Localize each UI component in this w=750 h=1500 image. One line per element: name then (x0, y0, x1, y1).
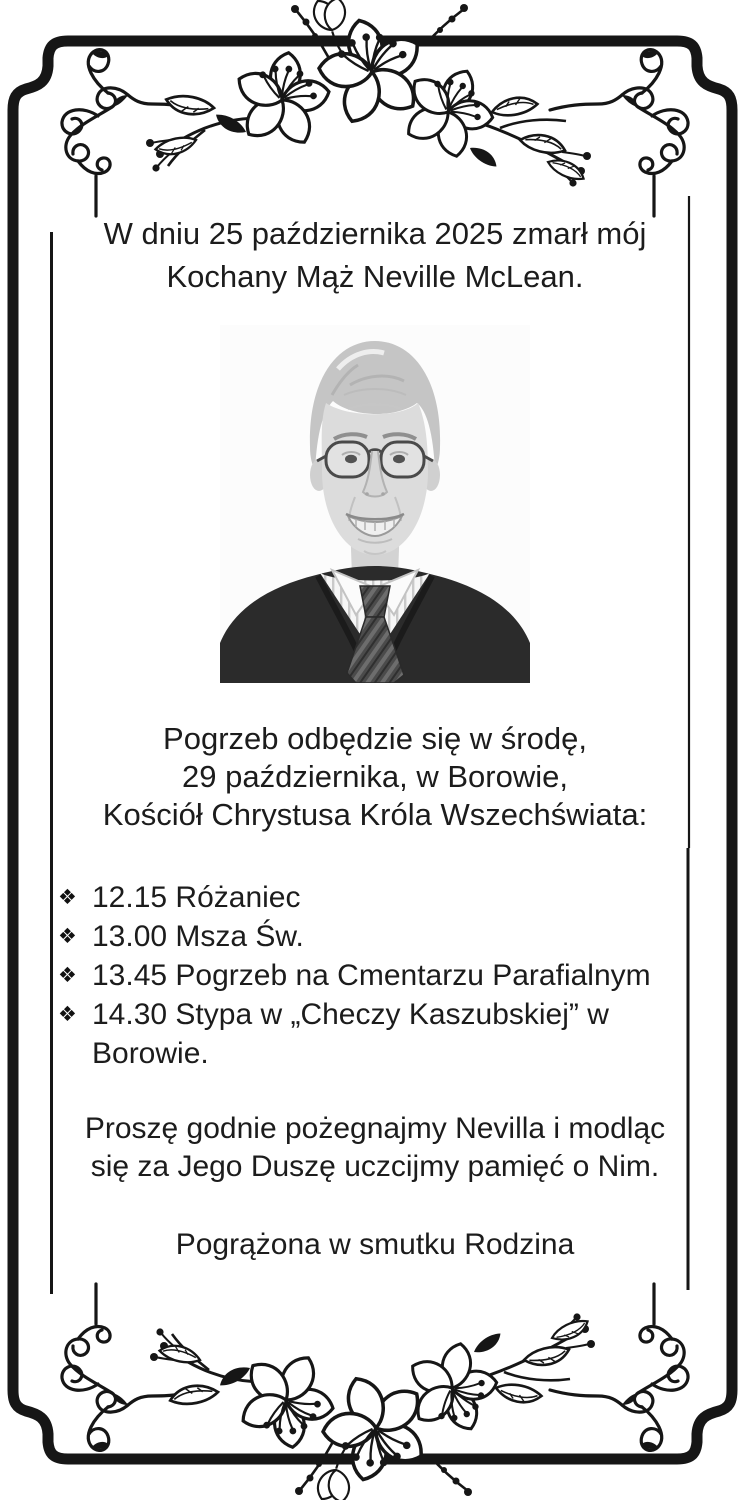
schedule-item (58, 878, 670, 917)
announcement-heading (0, 212, 750, 298)
farewell-paragraph (0, 1110, 750, 1186)
funeral-details (0, 720, 750, 834)
corner-flourish-top-left (62, 50, 200, 216)
diamond-bullet-icon: ❖ (58, 885, 77, 909)
funeral-line-3: Kościół Chrystusa Króla Wszechświata: (102, 797, 648, 832)
schedule-item (58, 995, 670, 1073)
schedule-item-text: 14.30 Stypa w „Checzy Kaszubskiej” w Borowie. (92, 998, 609, 1070)
funeral-line-2: 29 października, w Borowie, (182, 759, 568, 794)
family-signature: Pogrążona w smutku Rodzina (175, 1228, 575, 1261)
heading-line-2: Kochany Mąż Neville McLean. (166, 259, 584, 294)
schedule-item-text: 13.00 Msza Św. (92, 920, 304, 953)
tie (360, 586, 390, 617)
farewell-line-1: Proszę godnie pożegnajmy Nevilla i modląc (84, 1112, 666, 1145)
schedule-item (58, 917, 670, 956)
schedule-list (58, 878, 670, 1073)
heading-line-1: W dniu 25 października 2025 zmarł mój (103, 216, 647, 251)
top-floral-ornament (146, 0, 591, 187)
bottom-floral-ornament (150, 1313, 595, 1500)
corner-flourish-top-right (550, 50, 688, 216)
diamond-bullet-icon: ❖ (58, 1002, 77, 1026)
diamond-bullet-icon: ❖ (58, 924, 77, 948)
schedule-item (58, 956, 670, 995)
schedule-item-text: 12.15 Różaniec (92, 881, 301, 914)
corner-flourish-bottom-right (550, 1284, 688, 1450)
corner-flourish-bottom-left (62, 1284, 200, 1450)
schedule-item-text: 13.45 Pogrzeb na Cmentarzu Parafialnym (92, 959, 651, 992)
diamond-bullet-icon: ❖ (58, 963, 77, 987)
portrait-photo (220, 325, 530, 683)
funeral-line-1: Pogrzeb odbędzie się w środę, (163, 721, 587, 756)
farewell-line-2: się za Jego Duszę uczcijmy pamięć o Nim. (90, 1150, 660, 1183)
